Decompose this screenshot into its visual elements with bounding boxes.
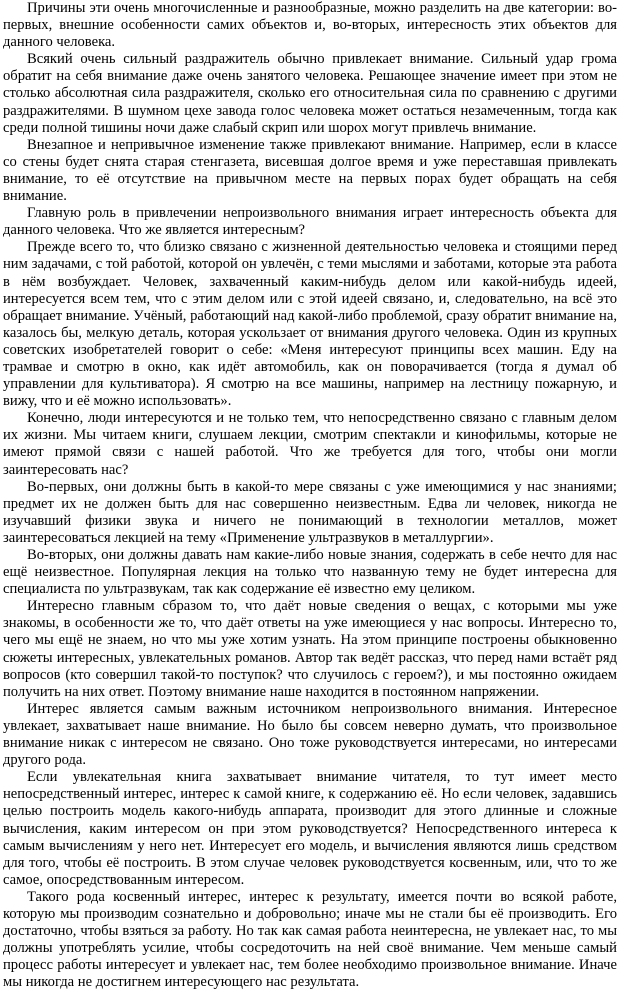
paragraph-3: Внезапное и непривычное изменение также привлекают внимание. Например, если в классе со стены будет снята старая стенгазета, висевшая долгое время и уже переставшая привлекать внимание, то её отсутствие на привычном месте на первых порах будет обращать на себя внимание.: [3, 136, 617, 205]
paragraph-9: Интересно главным сбразом то, что даёт новые сведения о вещах, с которыми мы уже знакомы, в особенности же то, что даёт ответы на уже имеющиеся у нас вопросы. Интересно то, чего мы ещё не знаем, но что мы уже хотим узнать. На этом принципе построены обыкновенно сюжеты интересных, увлекательных романов. Автор так ведёт рассказ, что перед нами встаёт ряд вопросов (кто совершил такой-то поступок? что случилось с героем?), и мы постоянно ожидаем получить на них ответ. Поэтому внимание наше находится в постоянном напряжении.: [3, 598, 617, 700]
paragraph-8: Во-вторых, они должны давать нам какие-либо новые знания, содержать в себе нечто для нас ещё неизвестное. Популярная лекция на только что названную тему не будет интересна для специалиста по ультразвукам, так как содержание её известно ему целиком.: [3, 547, 617, 598]
paragraph-1: Причины эти очень многочисленные и разнообразные, можно разделить на две категории: во-первых, внешние особенности самих объектов и, во-вторых, интересность этих объектов для данного человека.: [3, 0, 617, 51]
paragraph-7: Во-первых, они должны быть в какой-то мере связаны с уже имеющимися у нас знаниями; предмет их не должен быть для нас совершенно неизвестным. Едва ли человек, никогда не изучавший физики звука и ничего не понимающий в технологии металлов, может заинтересоваться лекцией на тему «Применение ультразвуков в металлургии».: [3, 478, 617, 546]
paragraph-5: Прежде всего то, что близко связано с жизненной деятельностью человека и стоящими перед ним задачами, с той работой, которой он увлечён, с теми мыслями и заботами, которые эта работа в нём возбуждает. Человек, захваченный каким-нибудь делом или какой-нибудь идеей, интересуется всем тем, что с этим делом или с этой идеей связано, и, следовательно, на всё это обращает внимание. Учёный, работающий над какой-либо проблемой, сразу обратит внимание на, казалось бы, мелкую деталь, которая ускользает от внимания другого человека. Один из крупных советских изобретателей говорит о себе: «Меня интересуют принципы всех машин. Еду на трамвае и смотрю в окно, как идёт автомобиль, как он поворачивается (тогда я думал об управлении для культиватора). Я смотрю на все машины, например на лестницу пожарную, и вижу, что и её можно использовать».: [3, 239, 617, 410]
paragraph-4: Главную роль в привлечении непроизвольного внимания играет интересность объекта для данного человека. Что же является интересным?: [3, 205, 617, 239]
paragraph-6: Конечно, люди интересуются и не только тем, что непосредственно связано с главным делом их жизни. Мы читаем книги, слушаем лекции, смотрим спектакли и кинофильмы, которые не имеют прямой связи с нашей работой. Что же требуется для того, чтобы они могли заинтересовать нас?: [3, 410, 617, 478]
paragraph-12: Такого рода косвенный интерес, интерес к результату, имеется почти во всякой работе, которую мы производим сознательно и добровольно; иначе мы не стали бы её производить. Его достаточно, чтобы взяться за работу. Но так как самая работа неинтересна, не увлекает нас, то мы должны употреблять усилие, чтобы сосредоточить на ней своё внимание. Чем меньше самый процесс работы интересует и увлекает нас, тем более необходимо произвольное внимание. Иначе мы никогда не достигнем интересующего нас результата.: [3, 888, 617, 991]
paragraph-10: Интерес является самым важным источником непроизвольного внимания. Интересное увлекает, захватывает наше внимание. Но было бы совсем неверно думать, что произвольное внимание никак с интересом не связано. Оно тоже руководствуется интересами, но интересами другого рода.: [3, 700, 617, 769]
paragraph-11: Если увлекательная книга захватывает внимание читателя, то тут имеет место непосредственный интерес, интерес к самой книге, к содержанию её. Но если человек, задавшись целью построить модель какого-нибудь аппарата, производит для этого длинные и сложные вычисления, каким интересом он при этом руководствуется? Непосредственного интереса к самым вычислениям у него нет. Интересует его модель, и вычисления являются лишь средством для того, чтобы её построить. В этом случае человек руководствуется косвенным, или, что то же самое, опосредствованным интересом.: [3, 769, 617, 888]
paragraph-2: Всякий очень сильный раздражитель обычно привлекает внимание. Сильный удар грома обратит на себя внимание даже очень занятого человека. Решающее значение имеет при этом не столько абсолютная сила раздражителя, сколько его относительная сила по сравнению с другими раздражителями. В шумном цехе завода голос человека может остаться незамеченным, тогда как среди полной тишины ночи даже слабый скрип или шорох могут привлечь внимание.: [3, 51, 617, 136]
